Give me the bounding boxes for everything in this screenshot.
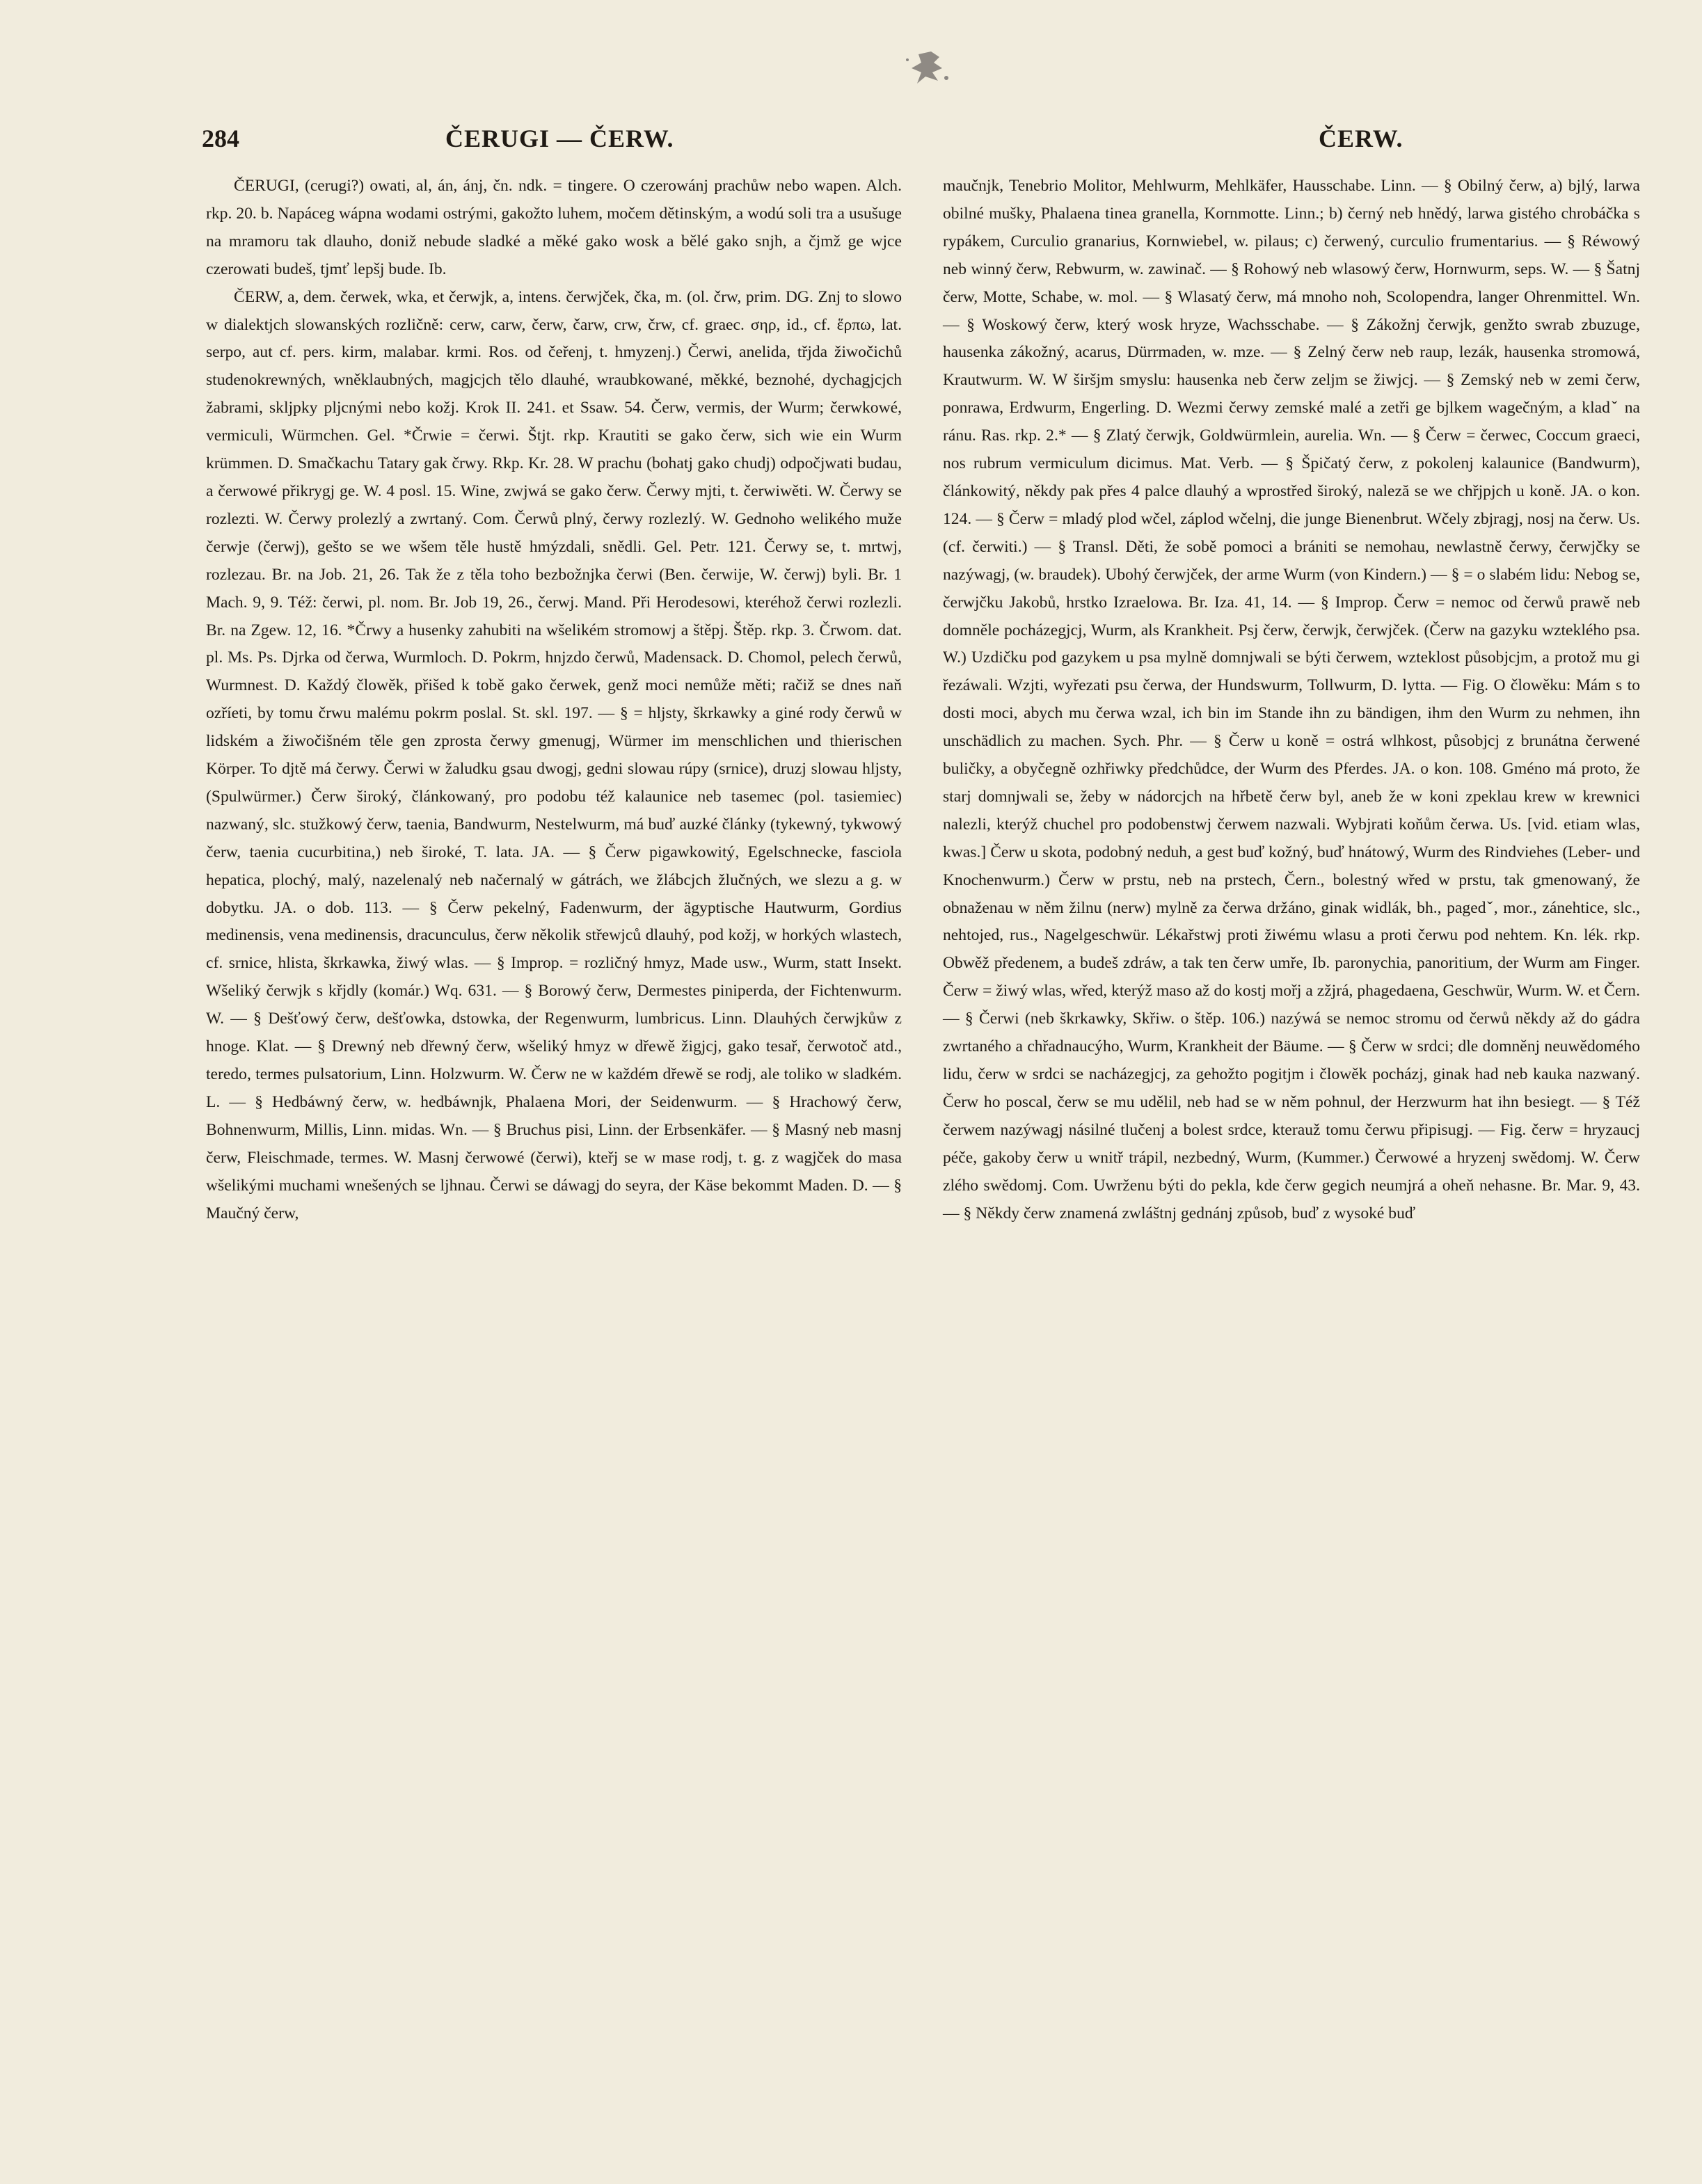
ink-blot-mark	[898, 47, 960, 96]
entry-cerw: ČERW, a, dem. čerwek, wka, et čerwjk, a, intens. čerwjček, čka, m. (ol. črw, prim. DG. Znj to slowo w dialektjch slowanských rozličně: cerw, carw, čerw, čarw, crw, črw, cf. graec. σηρ, id., cf. ἕρπω, lat. serpo, aut cf. pers. kirm, malabar. krmi. Ros. od čeřenj, t. hmyzenj.) Čerwi, anelida, třjda žiwočichů studenokrewných, wněklaubných, magjcjch tělo dlauhé, wraubkowané, měkké, beznohé, dychagjcjch žabrami, skljpky pljcnými nebo kožj. Krok II. 241. et Ssaw. 54. Čerw, vermis, der Wurm; čerwkowé, vermiculi, Würmchen. Gel. *Črwie = čerwi. Štjt. rkp. Krautiti se gako čerw, sich wie ein Wurm krümmen. D. Smačkachu Tatary gak črwy. Rkp. Kr. 28. W prachu (bohatj gako chudj) odpočjwati budau, a čerwowé přikrygj ge. W. 4 posl. 15. Wine, zwjwá se gako čerw. Čerwy mjti, t. čerwiwěti. W. Čerwy se rozlezti. W. Čerwy prolezlý a zwrtaný. Com. Čerwů plný, čerwy rozlezlý. W. Gednoho welikého muže čerwje (čerwj), gešto se we wšem těle hustě hmýzdali, snědli. Gel. Petr. 121. Čerwy se, t. mrtwj, rozlezau. Br. na Job. 21, 26. Tak že z těla toho bezbožnjka čerwi (Ben. čerwije, W. čerwj) byli. Br. 1 Mach. 9, 9. Též: čerwi, pl. nom. Br. Job 19, 26., čerwj. Mand. Při Herodesowi, kteréhož čerwi rozlezli. Br. na Zgew. 12, 16. *Črwy a husenky zahubiti na wšelikém stromowj a štěpj. Štěp. rkp. 3. Črwom. dat. pl. Ms. Ps. Djrka od čerwa, Wurmloch. D. Pokrm, hnjzdo čerwů, Madensack. D. Chomol, pelech čerwů, Wurmnest. D. Každý člowěk, přišed k tobě gako čerwek, genž moci nemůže měti; račiž se dnes naň ozříeti, by tomu črwu malému pokrm poslal. St. skl. 197. — § = hljsty, škrkawky a giné rody čerwů w lidském a žiwočišném těle gen zprosta čerwy gmenugj, Würmer im menschlichen und thierischen Körper. To djtě má čerwy. Čerwi w žaludku gsau dwogj, gedni slowau rúpy (srnice), druzj slowau hljsty, (Spulwürmer.) Čerw široký, článkowaný, pro podobu též kalaunice neb tasemec (pol. tasiemiec) nazwaný, slc. stužkowý čerw, taenia, Bandwurm, Nestelwurm, má buď auzké články (tykewný, tykwowý čerw, taenia cucurbitina,) neb široké, T. lata. JA. — § Čerw pigawkowitý, Egelschnecke, fasciola hepatica, plochý, malý, nazelenalý neb načernalý w gátrách, we žlábcjch žlučných, we slezu a g. w dobytku. JA. o dob. 113. — § Čerw pekelný, Fadenwurm, der ägyptische Hautwurm, Gordius medinensis, vena medinensis, dracunculus, čerw několik střewjců dlauhý, pod kožj, w horkých wlastech, cf. srnice, hlista, škrkawka, žiwý wlas. — § Improp. = rozličný hmyz, Made usw., Wurm, statt Insekt. Wšeliký čerwjk s křjdly (komár.) Wq. 631. — § Borowý čerw, Dermestes piniperda, der Fichtenwurm. W. — § Dešťowý čerw, dešťowka, dstowka, der Regenwurm, lumbricus. Linn. Dlauhých čerwjkůw z hnoge. Klat. — § Drewný neb dřewný čerw, wšeliký hmyz w dřewě žigjcj, gako tesař, čerwotoč atd., teredo, termes pulsatorium, Linn. Holzwurm. W. Čerw ne w každém dřewě se rodj, ale toliko w sladkém. L. — § Hedbáwný čerw, w. hedbáwnjk, Phalaena Mori, der Seidenwurm. — § Hrachowý čerw, Bohnenwurm, Millis, Linn. midas. Wn. — § Bruchus pisi, Linn. der Erbsenkäfer. — § Masný neb masnj čerw, Fleischmade, termes. W. Masnj čerwowé (čerwi), kteřj se w mase rodj, t. g. z wagjček do masa wšelikými muchami wnešených se ljhnau. Čerwi se dáwagj do seyra, der Käse bekommt Maden. D. — § Maučný čerw,	[206, 287, 902, 1222]
right-column	[943, 173, 1640, 1227]
right-heading: ČERW.	[1319, 125, 1403, 152]
entry-cerw-continued: maučnjk, Tenebrio Molitor, Mehlwurm, Mehlkäfer, Hausschabe. Linn. — § Obilný čerw, a) bjlý, larwa obilné mušky, Phalaena tinea granella, Kornmotte. Linn.; b) černý neb hnědý, larwa gistého chrobáčka s rypákem, Curculio granarius, Kornwiebel, w. pilaus; c) čerwený, curculio frumentarius. — § Réwowý neb winný čerw, Rebwurm, w. zawinač. — § Rohowý neb wlasowý čerw, Hornwurm, seps. W. — § Šatnj čerw, Motte, Schabe, w. mol. — § Wlasatý čerw, má mnoho noh, Scolopendra, langer Ohrenmittel. Wn. — § Woskowý čerw, který wosk hryze, Wachsschabe. — § Zákožnj čerwjk, genžto swrab zbuzuge, hausenka zákožný, acarus, Dürrmaden, w. mze. — § Zelný čerw neb raup, lezák, hausenka stromowá, Krautwurm. W. W širšjm smyslu: hausenka neb čerw zeljm se žiwjcj. — § Zemský neb w zemi čerw, ponrawa, Erdwurm, Engerling. D. Wezmi čerwy zemské malé a zetři ge bjlkem wagečným, a kladˇ na ránu. Ras. rkp. 2.* — § Zlatý čerwjk, Goldwürmlein, aurelia. Wn. — § Čerw = čerwec, Coccum graeci, nos rubrum vermiculum dicimus. Mat. Verb. — § Špičatý čerw, z pokolenj kalaunice (Bandwurm), článkowitý, někdy pak přes 4 palce dlauhý a wprostřed široký, naleză se we chřjpjch u koně. JA. o kon. 124. — § Čerw = mladý plod wčel, záplod wčelnj, die junge Bienenbrut. Wčely zbjragj, nosj na čerw. Us. (cf. čerwiti.) — § Transl. Děti, že sobě pomoci a brániti se nemohau, newlastně čerwy, čerwjčky se nazýwagj, (w. braudek). Ubohý čerwjček, der arme Wurm (von Kindern.) — § = o slabém lidu: Nebog se, čerwjčku Jakobů, hrstko Izraelowa. Br. Iza. 41, 14. — § Improp. Čerw = nemoc od čerwů prawě neb domněle pocházegjcj, Wurm, als Krankheit. Psj čerw, čerwjk, čerwjček. (Čerw na gazyku wzteklého psa. W.) Uzdičku pod gazykem u psa mylně domnjwali se býti čerwem, wzteklost působjcjm, a protož mu gi řezáwali. Wzjti, wyřezati psu čerwa, der Hundswurm, Tollwurm, D. lytta. — Fig. O člowěku: Mám s to dosti moci, abych mu čerwa wzal, ich bin im Stande ihn zu bändigen, ihm den Wurm zu nehmen, ihn unschädlich zu machen. Sych. Phr. — § Čerw u koně = ostrá wlhkost, působjcj z brunátna čerwené buličky, a obyčegně ozhřiwky předchůdce, der Wurm des Pferdes. JA. o kon. 108. Gméno má proto, že starj domnjwali se, žeby w nádorcjch na hřbetě čerw byl, aneb že w koni zpeklau krew w krewnici nalezli, kterýž chuchel pro podobenstwj čerwem nazwali. Wybjrati koňům čerwa. Us. [vid. etiam wlas, kwas.] Čerw u skota, podobný neduh, a gest buď kožný, buď hnátowý, Wurm des Rindviehes (Leber- und Knochenwurm.) Čerw w prstu, neb na prstech, Čern., bolestný wřed w prstu, tak gmenowaný, že obnaženau w něm žilnu (nerw) mylně za čerwa držáno, ginak widlák, bh., pagedˇ, mor., zánehtice, slc., nehtojed, rus., Nagelgeschwür. Lékařstwj proti žiwému wlasu a proti čerwu pod nehtem. Kn. lék. rkp. Obwěž předenem, a budeš zdráw, a tak ten čerw umře, Ib. paronychia, panoritium, der Wurm am Finger. Čerw = žiwý wlas, wřed, kterýž maso až do kostj mořj a zžjrá, phagedaena, Geschwür, Wurm. W. et Čern. — § Čerwi (neb škrkawky, Skřiw. o štěp. 106.) nazýwá se nemoc stromu od čerwů někdy až do gádra zwrtaného a chřadnaucýho, Wurm, Krankheit der Bäume. — § Čerw w srdci; dle domněnj neuwědomého lidu, čerw w srdci se nacházegjcj, za gehožto pogitjm i člowěk pocházj, ginak had neb kauka nazwaný. Čerw ho poscal, čerw se mu udělil, neb had se w něm pohnul, der Herzwurm hat ihn besiegt. — § Též čerwem nazýwagj násilné tlučenj a bolest srdce, kterauž tomu čerwu připisugj. — Fig. čerw = hryzaucj péče, gakoby čerw u wnitř trápil, nezbedný, Wurm, (Kummer.) Čerwowé a hryzenj swědomj. W. Čerw zlého swědomj. Com. Uwrženu býti do pekla, kde čerw gegich neumjrá a oheň nehasne. Br. Mar. 9, 43. — § Někdy čerw znamená zwláštnj gednánj způsob, buď z wysoké buď	[943, 177, 1640, 1222]
left-heading: ČERUGI — ČERW.	[445, 125, 674, 152]
running-head	[202, 124, 1635, 159]
page-number: 284	[202, 125, 239, 152]
entry-cerugi: ČERUGI, (cerugi?) owati, al, án, ánj, čn. ndk. = tingere. O czerowánj prachůw nebo wapen. Alch. rkp. 20. b. Napáceg wápna wodami ostrými, gakožto luhem, močem dětinským, a wodú soli tra a usušuge na mramoru tak dlauho, doniž nebude sladké a měké gako wosk a bělé gako snjh, a čjmž ge wjce czerowati budeš, tjmť lepšj bude. Ib.	[206, 177, 902, 278]
left-column	[206, 173, 902, 1227]
